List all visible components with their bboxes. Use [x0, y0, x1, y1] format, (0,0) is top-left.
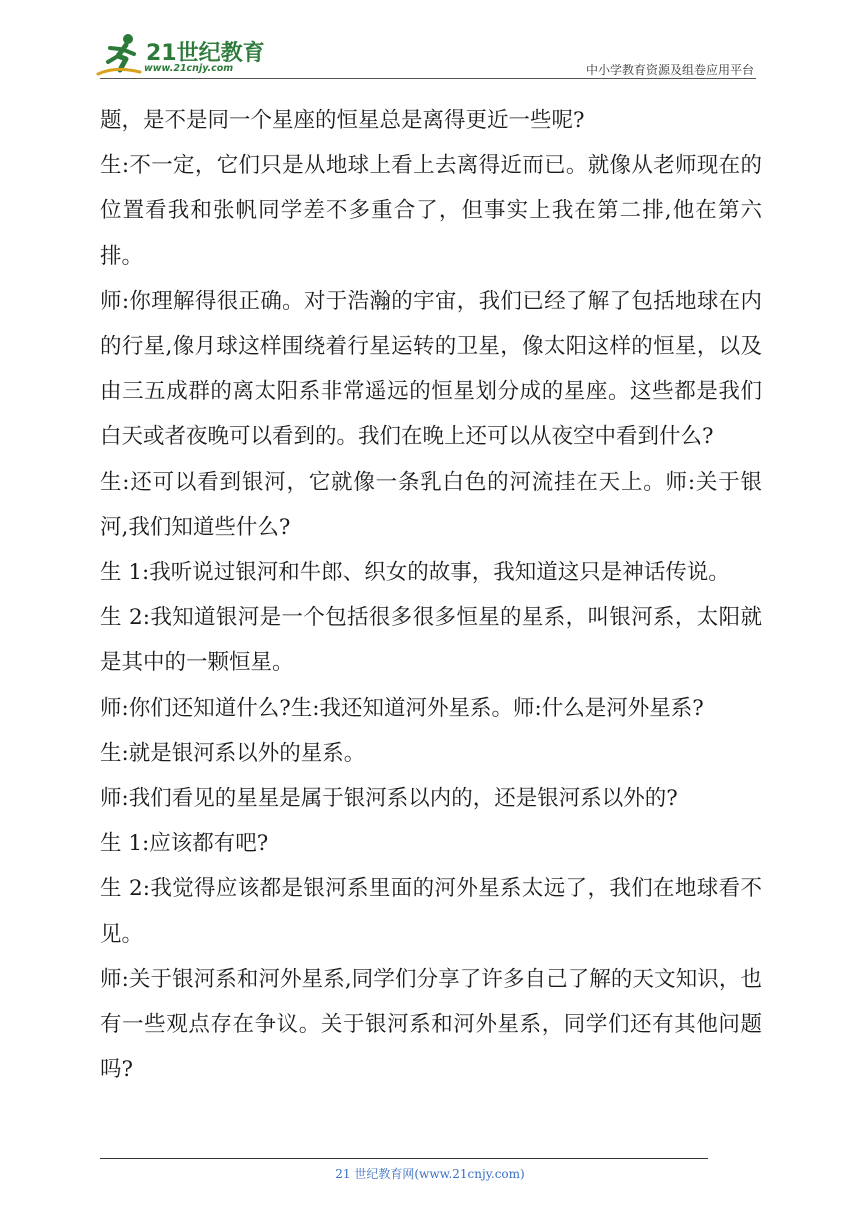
paragraph: 生:不一定，它们只是从地球上看上去离得近而已。就像从老师现在的位置看我和张帆同学差不多重合了，但事实上我在第二排,他在第六排。 [100, 153, 762, 269]
paragraph: 生 1:我听说过银河和牛郎、织女的故事，我知道这只是神话传说。 [100, 560, 730, 586]
logo-url: www.21cnjy.com [144, 63, 234, 74]
paragraph: 师:我们看见的星星是属于银河系以内的，还是银河系以外的? [100, 786, 678, 812]
site-logo [96, 32, 266, 78]
paragraph: 题，是不是同一个星座的恒星总是离得更近一些呢? [100, 108, 585, 133]
paragraph: 生:还可以看到银河，它就像一条乳白色的河流挂在天上。师:关于银河,我们知道些什么? [100, 469, 762, 540]
header-divider [100, 78, 756, 79]
footer-divider [100, 1158, 708, 1159]
header-tagline: 中小学教育资源及组卷应用平台 [585, 63, 754, 77]
paragraph: 生 1:应该都有吧? [100, 831, 269, 857]
paragraph: 师:关于银河系和河外星系,同学们分享了许多自己了解的天文知识，也有一些观点存在争议。关于银河系和河外星系，同学们还有其他问题吗? [100, 966, 762, 1083]
logo-wordmark: 21世纪教育 [146, 41, 265, 66]
paragraph: 师:你理解得很正确。对于浩瀚的宇宙，我们已经了解了包括地球在内的行星,像月球这样围绕着行星运转的卫星，像太阳这样的恒星，以及由三五成群的离太阳系非常遥远的恒星划分成的星座。这些都是我们白天或者夜晚可以看到的。我们在晚上还可以从夜空中看到什么? [100, 288, 762, 450]
page-header [0, 0, 860, 82]
runner-icon [96, 32, 146, 78]
page-footer[interactable]: 21 世纪教育网(www.21cnjy.com) [335, 1167, 525, 1181]
paragraph: 生 2:我知道银河是一个包括很多很多恒星的星系，叫银河系，太阳就是其中的一颗恒星。 [100, 605, 762, 676]
paragraph: 生:就是银河系以外的星系。 [100, 740, 366, 766]
paragraph: 生 2:我觉得应该都是银河系里面的河外星系太远了，我们在地球看不见。 [100, 876, 762, 947]
paragraph: 师:你们还知道什么?生:我还知道河外星系。师:什么是河外星系? [100, 695, 704, 721]
document-body [100, 98, 762, 1092]
